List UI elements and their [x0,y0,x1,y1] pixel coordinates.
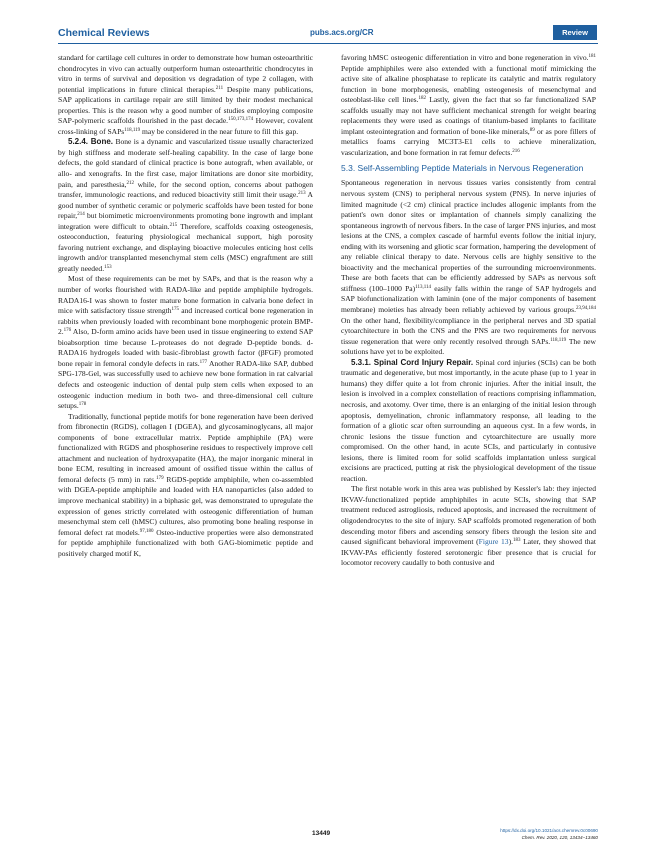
section-heading: 5.3. Self-Assembling Peptide Materials in Nervous Regeneration [341,163,584,174]
page-number: 13449 [312,830,331,837]
paragraph: Most of these requirements can be met by SAPs, and that is the reason why a number of works flourished with RADA-like and peptide amphiphile hydrogels. RADA16-I was shown to foster mature bone formation in calvaria bone defect in mice with satisfactory tissue strength$^{175}$ and increased cortical bone regeneration in rabbits when previously loaded with recombinant bone morphogenic protein BMP-2.$^{176}$ Also, D-form amino acids have been used in tissue engineering to extend SAP bioabsorption time because L-proteases do not degrade D-peptide bonds. d-RADA16 hydrogels loaded with basic-fibroblast growth factor (βFGF) promoted bone repair in femoral condyle defects in rats.$^{177}$ Another RADA-like SAP, dubbed SPG-178-Gel, was successfully used to achieve new bone formation in rat calvarial defects and osteogenic induction of dental pulp stem cells when exposed to an osteogenic induction medium in both two- and three-dimensional cell culture setups.$^{178}$ [58,274,313,411]
paragraph: standard for cartilage cell cultures in order to demonstrate how human osteoarthritic chondrocytes in vivo can actually outperform human osteoarthritic chondrocytes in vitro in terms of survival and deposition vs degradation of type 2 collagen, with potential implications in future clinical therapies.$^{211}$ Despite many publications, SAP applications in cartilage repair are still limited by their modest mechanical properties. This is the reason why a good number of studies employing composite SAP-polymeric scaffolds flourished in the past decade.$^{150,173,174}$ However, covalent cross-linking of SAPs$^{118,119}$ may be considered in the near future to fill this gap. [58,53,313,136]
page-header [0,24,655,44]
right-column [341,53,596,815]
paragraph: Spontaneous regeneration in nervous tissues varies consistently from central nervous system (CNS) to peripheral nervous system (PNS). In nerve injuries of limited magnitude (<2 cm) clinical practice includes allogenic implants from the patient's own donor sites or implantation of channels simply canalizing the spontaneous ingrowth of nervous fibers. In the case of larger PNS injuries, and most lesions at the CNS, a complex cascade of harmful events follow the initial injury, ending with its worsening and gliotic scar formation, hampering the development of any reliable clinical therapy to date. Nervous cells are highly sensitive to the bioactivity and the mechanical properties of the surrounding microenvironments. These are both facets that can be efficiently addressed by SAPs as nervous soft stiffness (100–1000 Pa)$^{113,114}$ easily falls within the range of SAP hydrogels and SAP biofunctionalization with laminin (one of the major components of basement membrane) moieties has already been reliably achieved by various groups.$^{23,94,184}$ On the other hand, flexibility/compliance in the peripheral nerves and 3D spatial cytoarchitecture in both the CNS and the PNS are two requirements for nervous tissue regeneration that were only recently resolved through SAPs.$^{118,119}$ The new solutions have yet to be exploited. [341,178,596,357]
left-column [58,53,313,815]
subsection-heading: 5.2.4. Bone. [68,137,114,147]
journal-url-link[interactable]: pubs.acs.org/CR [310,28,374,37]
paragraph: favoring hMSC osteogenic differentiation in vitro and bone regeneration in vivo.$^{181}$ Peptide amphiphiles were also extended with a functional motif mimicking the active site of alkaline phosphatase to replicate its catalytic and matrix regulatory function in bone morphogenesis, enabling osteogenesis of mesenchymal and osteoblast-like cell lines.$^{182}$ Lastly, given the fact that so far functionalized SAP scaffolds usually may not have sufficient mechanical strength for weight bearing replacements they were used as coatings of titanium-based implants to facilitate implant osteointegration and formation of bone-like minerals,$^{89}$ or as pore fillers of metallics foams carrying MC3T3-E1 cells to achieve mineralization, vascularization, and bone formation in rat femur defects.$^{216}$ [341,53,596,157]
journal-name: Chemical Reviews [58,27,150,39]
header-divider [58,43,598,44]
article-type-badge: Review [553,25,597,40]
subsection-heading: 5.3.1. Spinal Cord Injury Repair. [351,357,474,367]
paragraph: The first notable work in this area was published by Kessler's lab: they injected IKVAV-functionalized peptide amphiphiles in acute SCIs, showing that SAP treatment reduced astrogliosis, reduced apoptosis, and increased the recruitment of oligodendrocytes to the site of injury. SAP scaffolds promoted regeneration of both descending motor fibers and ascending sensory fibers through the lesion site and caused significant behavioral improvement (Figure 13).$^{183}$ Later, they showed that IKVAV-PAs efficiently fostered serotonergic fiber presence that is crucial for locomotor recovery caudally to both contusive and [341,484,596,568]
doi-link[interactable]: https://dx.doi.org/10.1021/acs.chemrev.0c00690 [500,828,598,833]
paragraph: Traditionally, functional peptide motifs for bone regeneration have been derived from fibronectin (RGDS), collagen I (DGEA), and glycosaminoglycans, all major components of bone extracellular matrix. Peptide amphiphile (PA) were functionalized with RGDS and phosphoserine residues to respectively improve cell attachment and nucleation of hydroxyapatite (HA), the major inorganic mineral in bone ECM, resulting in increased amount of ossified tissue within the callus of femoral defects (5 mm) in rats.$^{179}$ RGDS-peptide amphiphile, when co-assembled with DGEA-peptide amphiphile and loaded with HA nanoparticles (also added to improve mechanical stability) in a biphasic gel, was demonstrated to upregulate the expression of genes strictly correlated with osteogenic differentiation of human mesenchymal stem cell (hMSC) cultures, also promoting bone healing response in femoral defect rat models.$^{97,180}$ Osteo-inductive properties were also demonstrated for peptide amphiphile functionalized with both GAG-biomimetic peptide and positively charged motif K, [58,411,313,558]
paragraph: 5.3.1. Spinal Cord Injury Repair. Spinal cord injuries (SCIs) can be both traumatic and degenerative, but most importantly, in the acute phase (up to 1 year in humans) they differ quite a lot from chronic injuries. After the initial insult, the lesion is involved in a complex constellation of reactions comprising inflammation, necrosis, and axotomy. Over time, there is an enlarging of the initial lesion through apoptosis, demyelination, chronic inflammatory response, all leading to the formation of a gliotic scar often surrounding an aqueous cyst. In a few words, in chronic lesions the tissue function and cytoarchitecture are usually more compromised. On the other hand, in acute SCIs, and particularly in contusive lesions, there is limited room for solid scaffolds implantation unless surgical excisions are practiced, putting at risk the physiological development of the tissue reaction. [341,357,596,483]
paragraph: 5.2.4. Bone. Bone is a dynamic and vascularized tissue usually characterized by high stiffness and moderate self-healing capability. In the case of large bone defects, the gold standard of clinical practice is bone autograft, when available, or allo- and xenografts. In the first case, major limitations are donor site morbidity, pain, and paresthesia,$^{212}$ while, for the second option, concerns about pathogen transfer, immunologic reactions, and reduced bioactivity still limit their usage.$^{213}$ A good number of synthetic ceramic or polymeric scaffolds have been tested for bone repair,$^{214}$ but biomimetic microenvironments promoting bone ingrowth and implant integration were difficult to obtain.$^{215}$ Therefore, scaffolds coaxing osteogenesis, osteoconduction, featuring physiological mechanical support, high porosity favoring nutrient exchange, and displaying bioactive molecules enticing host cells ingrowth and/or transplanted mesenchymal stem cells (MSC) engraftment are still greatly needed.$^{153}$ [58,137,313,273]
figure-link[interactable]: Figure 13 [478,537,509,547]
journal-citation: Chem. Rev. 2020, 120, 13434−13460 [521,835,598,840]
